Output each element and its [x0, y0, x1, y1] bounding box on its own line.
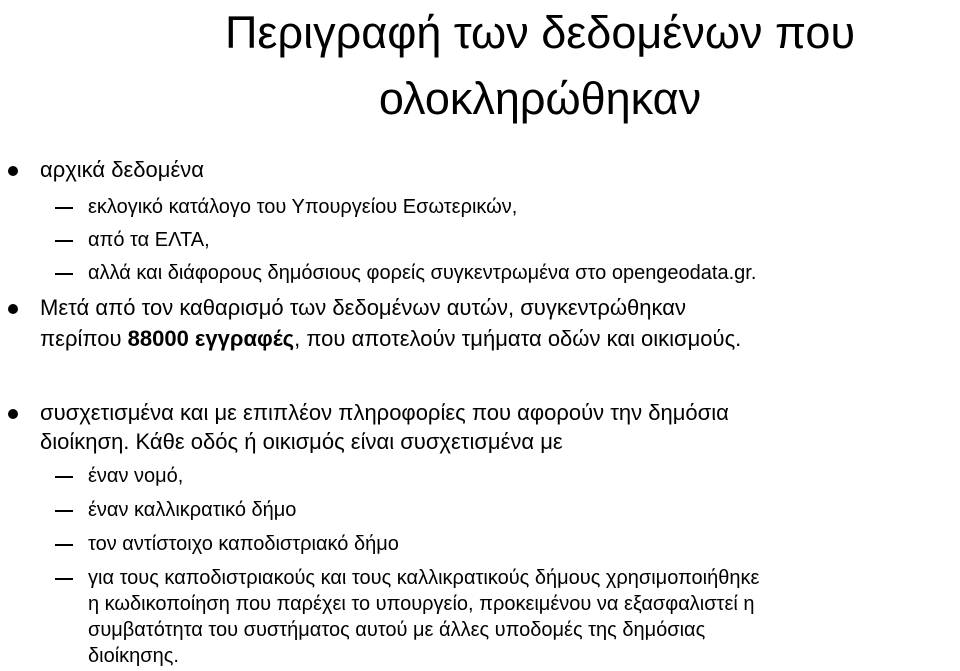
bullet-dot — [8, 409, 18, 419]
sub-bullet-dash — [55, 544, 73, 546]
slide-title — [120, 0, 960, 132]
bullet-dot — [8, 166, 18, 176]
bullet-text-post: , που αποτελούν τμήματα οδών και οικισμούς. — [294, 326, 742, 351]
sub-bullet-text: τον αντίστοιχο καποδιστριακό δήμο — [88, 533, 399, 555]
record-count-highlight: 88000 εγγραφές — [127, 326, 295, 351]
sub-bullet-dash — [55, 578, 73, 580]
sub-bullet-dash — [55, 476, 73, 478]
sub-bullet-text-continuation: η κωδικοποίηση που παρέχει το υπουργείο, προκειμένου να εξασφαλιστεί η — [88, 593, 755, 615]
bullet-text: αρχικά δεδομένα — [40, 157, 204, 182]
sub-bullet-dash — [55, 240, 73, 242]
sub-bullet-dash — [55, 273, 73, 275]
bullet-dot — [8, 304, 18, 314]
slide-title-line-2: ολοκληρώθηκαν — [378, 73, 702, 124]
sub-bullet-text: έναν νομό, — [88, 465, 184, 487]
sub-bullet-text: για τους καποδιστριακούς και τους καλλικρατικούς δήμους χρησιμοποιήθηκε — [88, 567, 760, 589]
sub-bullet-text: από τα ΕΛΤΑ, — [88, 229, 210, 251]
bullet-text-continuation: διοίκηση. Κάθε οδός ή οικισμός είναι συσχετισμένα με — [40, 429, 563, 454]
sub-bullet-text: αλλά και διάφορους δημόσιους φορείς συγκεντρωμένα στο opengeodata.gr. — [88, 262, 757, 284]
sub-bullet-dash — [55, 510, 73, 512]
sub-bullet-text-continuation: συμβατότητα του συστήματος αυτού με άλλες υποδομές της δημόσιας — [88, 619, 706, 641]
sub-bullet-text: έναν καλλικρατικό δήμο — [88, 499, 297, 521]
bullet-text: Μετά από τον καθαρισμό των δεδομένων αυτών, συγκεντρώθηκαν — [40, 295, 686, 320]
sub-bullet-text: εκλογικό κατάλογο του Υπουργείου Εσωτερικών, — [88, 196, 518, 218]
bullet-text: συσχετισμένα και με επιπλέον πληροφορίες που αφορούν την δημόσια — [40, 400, 729, 425]
sub-bullet-dash — [55, 207, 73, 209]
bullet-text-continuation — [40, 325, 741, 353]
sub-bullet-text-continuation: διοίκησης. — [88, 645, 179, 667]
bullet-text-pre: περίπου — [40, 326, 128, 351]
slide-title-line-1: Περιγραφή των δεδομένων που — [224, 7, 856, 58]
